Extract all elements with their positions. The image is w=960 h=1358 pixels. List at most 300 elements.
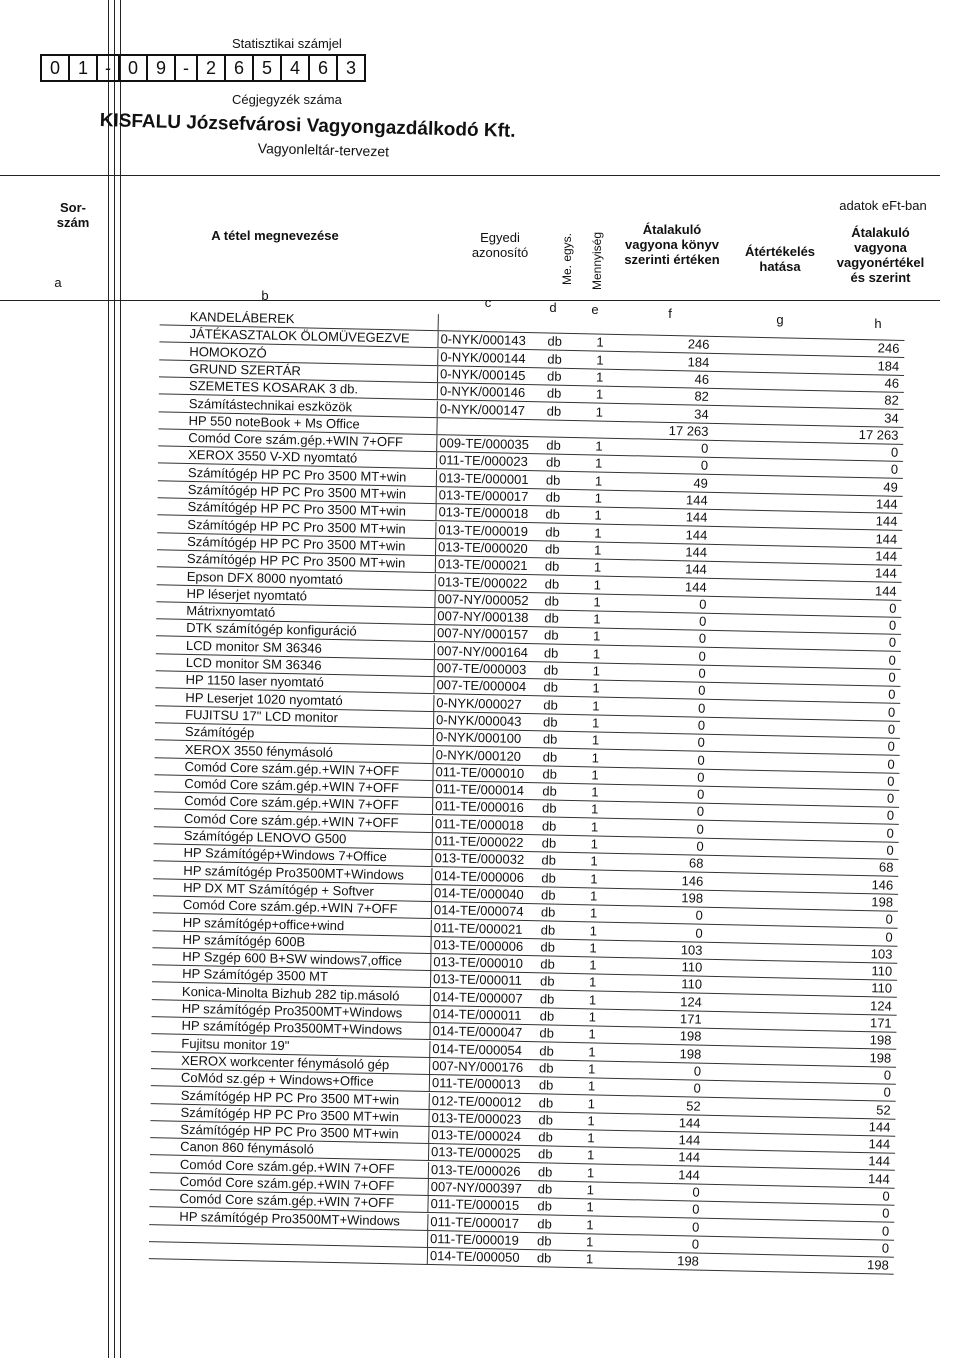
item-revalued-value: 82 <box>884 392 900 409</box>
item-revalued-value: 144 <box>874 582 897 599</box>
item-unit: db <box>547 351 562 367</box>
item-id: 013-TE/000021 <box>435 556 538 574</box>
item-name: HP számítógép Pro3500MT+Windows <box>179 1208 401 1228</box>
item-revalued-value: 0 <box>888 686 896 703</box>
item-revalued-value: 0 <box>885 929 893 945</box>
item-unit: db <box>540 904 556 920</box>
item-name: GRUND SZERTÁR <box>189 360 302 379</box>
digit-box: - <box>174 54 198 82</box>
item-revalued-value: 0 <box>887 738 896 754</box>
col-e-header: Mennyiség <box>590 231 604 290</box>
item-unit: db <box>537 1181 553 1197</box>
item-name: LCD monitor SM 36346 <box>185 637 322 656</box>
item-name: HP 1150 laser nyomtató <box>185 672 324 691</box>
item-id: 013-TE/000006 <box>430 937 533 955</box>
item-revalued-value: 198 <box>866 1257 890 1273</box>
col-letter-f: f <box>668 306 672 321</box>
item-name: Comód Core szám.gép.+WIN 7+OFF <box>179 1191 395 1211</box>
col-f-header: Átalakuló vagyona könyv szerinti értéken <box>624 222 720 267</box>
item-qty: 1 <box>594 455 603 472</box>
item-unit: db <box>546 437 561 453</box>
col-c-header: Egyedi azonosító <box>471 230 529 260</box>
col-letter-e: e <box>591 302 599 317</box>
item-book-value: 144 <box>685 492 708 508</box>
item-unit: db <box>543 627 559 644</box>
item-unit: db <box>536 1250 552 1266</box>
item-revalued-value: 0 <box>885 911 894 927</box>
item-id: 009-TE/000035 <box>436 435 539 453</box>
item-name: Comód Core szám.gép.+WIN 7+OFF <box>179 1173 395 1194</box>
col-letter-d: d <box>549 300 557 315</box>
item-book-value: 0 <box>695 925 703 941</box>
item-name: KANDELÁBEREK <box>189 308 295 327</box>
digit-box: - <box>96 54 120 82</box>
item-book-value <box>660 319 710 320</box>
item-name: Mátrixnyomtató <box>186 603 276 620</box>
item-qty: 1 <box>586 1164 595 1181</box>
item-id: 011-TE/000022 <box>432 833 535 851</box>
item-book-value: 0 <box>693 1063 702 1079</box>
item-qty: 1 <box>590 819 599 835</box>
item-revalued-value: 198 <box>869 1049 892 1066</box>
digit-box: 5 <box>252 54 282 82</box>
col-h-header: Átalakuló vagyona vagyonértékel és szerint <box>836 225 925 285</box>
item-revalued-value: 110 <box>871 980 893 997</box>
item-name: XEROX workcenter fénymásoló gép <box>181 1052 390 1073</box>
item-qty: 1 <box>595 438 603 454</box>
item-unit: db <box>546 385 562 401</box>
item-unit: db <box>537 1198 553 1214</box>
item-revalued-value: 0 <box>890 462 899 478</box>
item-book-value: 0 <box>698 648 707 664</box>
item-book-value: 0 <box>692 1184 700 1200</box>
item-book-value: 17 263 <box>668 422 709 439</box>
item-name: HP Számítógép 3500 MT <box>182 966 329 985</box>
col-letter-a: a <box>54 275 62 290</box>
item-unit: db <box>540 939 556 955</box>
digit-box: 6 <box>308 54 338 82</box>
item-unit: db <box>541 800 557 817</box>
item-book-value: 0 <box>698 613 707 629</box>
item-id: 013-TE/000019 <box>435 522 538 540</box>
item-book-value: 198 <box>679 1045 702 1062</box>
item-id: 013-TE/000026 <box>428 1162 531 1180</box>
item-name: Comód Core szám.gép.+WIN 7+OFF <box>183 810 399 831</box>
item-revalued-value: 184 <box>877 357 900 374</box>
item-book-value: 198 <box>681 890 704 906</box>
item-name: Comód Core szám.gép.+WIN 7+OFF <box>184 775 400 796</box>
item-revalued-value: 144 <box>868 1118 891 1135</box>
item-id: 011-TE/000016 <box>432 798 535 816</box>
item-revalued-value: 144 <box>875 548 898 564</box>
item-name: Számítógép HP PC Pro 3500 MT+win <box>187 499 407 519</box>
item-id: 007-TE/000003 <box>434 660 537 678</box>
item-revalued-value: 0 <box>888 669 896 685</box>
item-qty: 1 <box>592 628 601 644</box>
item-id: 013-TE/000001 <box>436 470 539 488</box>
item-id: 012-TE/000012 <box>429 1092 532 1110</box>
item-book-value: 68 <box>688 855 704 872</box>
item-id: 0-NYK/000100 <box>433 729 536 747</box>
item-unit: db <box>539 1042 554 1059</box>
item-book-value: 0 <box>700 440 709 456</box>
item-qty: 1 <box>586 1199 594 1215</box>
item-revalued-value: 0 <box>882 1188 890 1204</box>
item-name: HP léserjet nyomtató <box>186 585 308 604</box>
item-book-value: 146 <box>681 872 704 889</box>
item-unit: db <box>543 679 559 695</box>
item-id: 0-NYK/000144 <box>437 349 540 367</box>
item-qty: 1 <box>594 473 603 489</box>
item-book-value: 0 <box>700 458 709 474</box>
item-name: Comód Core szám.gép.+WIN 7+OFF <box>188 430 404 450</box>
item-book-value: 144 <box>685 561 708 577</box>
item-qty: 1 <box>590 853 598 869</box>
col-letter-b: b <box>261 288 269 303</box>
item-book-value: 0 <box>698 631 707 647</box>
item-qty: 1 <box>589 922 598 939</box>
item-revalued-value: 0 <box>887 721 896 737</box>
digit-box: 1 <box>68 54 98 82</box>
item-book-value: 171 <box>679 1011 702 1027</box>
item-book-value: 110 <box>681 976 703 993</box>
item-revalued-value: 0 <box>888 652 897 668</box>
company-name: KISFALU Józsefvárosi Vagyongazdálkodó Kft. <box>99 110 516 142</box>
item-name: HP számítógép Pro3500MT+Windows <box>183 862 405 883</box>
item-book-value: 0 <box>696 786 705 802</box>
item-id: 0-NYK/000120 <box>433 747 536 765</box>
digit-box: 6 <box>224 54 254 82</box>
item-unit: db <box>541 818 557 834</box>
item-id: 014-TE/000054 <box>429 1041 532 1059</box>
item-name: Számítógép HP PC Pro 3500 MT+win <box>180 1121 399 1142</box>
item-qty: 1 <box>587 1113 595 1129</box>
item-id: 011-TE/000018 <box>432 816 535 834</box>
item-revalued-value: 49 <box>883 479 899 495</box>
item-id: 013-TE/000025 <box>428 1144 531 1162</box>
item-revalued-value: 68 <box>878 859 894 876</box>
item-book-value: 0 <box>695 907 704 923</box>
item-book-value: 144 <box>685 509 708 526</box>
item-unit: db <box>538 1077 554 1093</box>
item-qty: 1 <box>593 594 601 610</box>
item-name: HP számítógép Pro3500MT+Windows <box>181 1000 403 1021</box>
item-revalued-value: 198 <box>869 1032 892 1048</box>
item-id: 013-TE/000017 <box>436 487 539 505</box>
item-revalued-value: 144 <box>868 1136 891 1152</box>
item-name: Számítógép HP PC Pro 3500 MT+win <box>187 533 406 554</box>
item-revalued-value: 0 <box>883 1084 892 1100</box>
item-revalued-value: 144 <box>868 1153 891 1170</box>
item-book-value: 0 <box>693 1080 702 1096</box>
item-revalued-value: 144 <box>875 513 898 530</box>
item-id: 014-TE/000047 <box>429 1023 532 1041</box>
item-qty: 1 <box>591 715 600 731</box>
item-revalued-value <box>840 323 900 324</box>
item-unit: db <box>542 714 558 730</box>
item-unit: db <box>541 869 556 886</box>
item-revalued-value: 0 <box>889 600 897 616</box>
item-unit: db <box>545 489 561 505</box>
item-name: Számítógép HP PC Pro 3500 MT+win <box>180 1104 400 1125</box>
item-unit: db <box>536 1233 552 1249</box>
item-unit: db <box>540 956 555 972</box>
item-book-value: 82 <box>694 388 710 405</box>
item-book-value: 0 <box>697 752 705 768</box>
item-unit: db <box>540 887 556 903</box>
item-book-value: 0 <box>692 1201 700 1217</box>
item-unit: db <box>542 783 557 799</box>
item-qty: 1 <box>593 611 601 627</box>
item-id: 011-TE/000014 <box>432 781 535 799</box>
item-qty: 1 <box>592 680 600 696</box>
item-unit: db <box>542 731 558 747</box>
item-qty: 1 <box>594 507 602 523</box>
item-unit: db <box>538 1094 554 1111</box>
item-name: XEROX 3550 fénymásoló <box>184 741 334 760</box>
item-unit: db <box>545 524 560 540</box>
item-name: HP DX MT Számítógép + Softver <box>183 879 374 899</box>
item-book-value: 124 <box>680 993 703 1010</box>
item-book-value: 0 <box>697 700 706 716</box>
item-qty: 1 <box>590 801 599 817</box>
item-unit: db <box>543 645 559 661</box>
item-qty: 1 <box>588 1026 596 1042</box>
digit-box: 0 <box>118 54 148 82</box>
item-revalued-value: 124 <box>869 997 893 1014</box>
item-qty: 1 <box>595 386 604 402</box>
item-name: HP számítógép+office+wind <box>182 914 345 933</box>
item-id <box>438 314 541 332</box>
item-revalued-value: 0 <box>888 617 897 633</box>
item-unit: db <box>540 921 556 938</box>
digit-box: 2 <box>196 54 226 82</box>
item-revalued-value: 0 <box>887 773 895 789</box>
item-unit: db <box>544 575 560 592</box>
item-id: 013-TE/000020 <box>435 539 538 557</box>
item-id: 011-TE/000019 <box>427 1231 530 1249</box>
item-name: CoMód sz.gép + Windows+Office <box>180 1069 374 1090</box>
item-id: 014-TE/000006 <box>431 868 534 886</box>
item-unit: db <box>545 506 561 523</box>
item-name: SZEMETES KOSARAK 3 db. <box>188 378 359 397</box>
item-book-value: 0 <box>697 769 705 785</box>
item-book-value: 46 <box>694 371 710 387</box>
item-book-value: 0 <box>691 1236 700 1252</box>
item-id: 013-TE/000018 <box>435 504 538 522</box>
item-name: Konica-Minolta Bizhub 282 tip.másoló <box>181 983 400 1004</box>
col-a-header: Sor- szám <box>56 200 90 230</box>
item-id <box>436 418 539 436</box>
item-revalued-value: 34 <box>884 410 899 426</box>
item-qty: 1 <box>594 490 603 506</box>
item-id: 011-TE/000017 <box>427 1214 530 1232</box>
item-revalued-value: 0 <box>886 790 895 806</box>
item-qty: 1 <box>589 940 597 956</box>
item-qty: 1 <box>592 646 601 662</box>
item-revalued-value: 0 <box>887 756 895 772</box>
item-id: 011-TE/000021 <box>431 920 534 938</box>
item-revalued-value: 171 <box>869 1015 892 1031</box>
item-id: 011-TE/000013 <box>429 1075 532 1093</box>
item-id: 014-TE/000050 <box>427 1248 530 1266</box>
item-unit: db <box>541 852 557 868</box>
item-name: FUJITSU 17" LCD monitor <box>185 706 339 725</box>
item-qty: 1 <box>586 1182 595 1198</box>
item-revalued-value: 52 <box>876 1101 891 1118</box>
item-qty: 1 <box>592 698 600 714</box>
item-id: 007-NY/000157 <box>434 625 537 643</box>
item-name: Comód Core szám.gép.+WIN 7+OFF <box>179 1156 395 1176</box>
item-id: 014-TE/000011 <box>430 1006 533 1024</box>
stat-label: Statisztikai számjel <box>232 36 342 51</box>
item-unit: db <box>544 541 560 557</box>
item-unit: db <box>547 333 563 350</box>
item-revalued-value: 0 <box>890 444 899 460</box>
item-book-value: 144 <box>684 578 707 595</box>
document-subtitle: Vagyonleltár-tervezet <box>257 140 390 160</box>
item-unit: db <box>538 1129 553 1145</box>
item-qty: 1 <box>589 888 598 904</box>
item-revalued-value: 103 <box>870 946 893 962</box>
item-qty: 1 <box>596 334 604 350</box>
item-book-value: 0 <box>698 682 706 699</box>
item-qty: 1 <box>585 1234 594 1250</box>
item-id: 0-NYK/000146 <box>437 383 540 401</box>
col-b-header: A tétel megnevezése <box>211 228 339 243</box>
item-unit: db <box>545 454 561 471</box>
item-name: HP Számítógép+Windows 7+Office <box>183 845 388 865</box>
item-unit: db <box>542 766 558 782</box>
digit-box: 4 <box>280 54 310 82</box>
item-book-value: 144 <box>685 526 708 543</box>
item-name: Számítástechnikai eszközök <box>188 395 353 414</box>
item-qty: 1 <box>592 663 601 679</box>
item-name: JÁTÉKASZTALOK ÖLOMÜVEGEZVE <box>189 326 410 346</box>
col-letter-c: c <box>484 295 492 310</box>
item-unit: db <box>538 1112 554 1128</box>
item-revalued-value: 0 <box>883 1067 892 1083</box>
item-unit: db <box>544 593 560 609</box>
item-name: LCD monitor SM 36346 <box>185 654 322 673</box>
item-unit: db <box>537 1146 553 1162</box>
item-id: 011-TE/000015 <box>427 1196 530 1214</box>
item-qty: 1 <box>591 784 599 800</box>
item-revalued-value: 110 <box>871 963 893 979</box>
item-revalued-value: 0 <box>886 807 895 824</box>
item-qty: 1 <box>593 559 602 575</box>
item-revalued-value: 0 <box>881 1240 890 1256</box>
item-revalued-value: 246 <box>877 340 900 357</box>
item-id: 013-TE/000023 <box>428 1110 531 1128</box>
item-revalued-value: 17 263 <box>858 426 899 443</box>
item-revalued-value: 0 <box>886 842 894 858</box>
item-name: HOMOKOZÓ <box>189 343 267 361</box>
item-revalued-value: 46 <box>884 375 900 391</box>
item-qty: 1 <box>590 870 598 887</box>
item-unit: db <box>543 696 558 713</box>
item-book-value: 198 <box>677 1253 700 1269</box>
digit-box: 0 <box>40 54 70 82</box>
item-qty: 1 <box>586 1216 594 1233</box>
item-revalued-value: 0 <box>882 1205 890 1221</box>
item-name: Canon 860 fénymásoló <box>180 1139 315 1157</box>
item-revalued-value: 146 <box>871 876 894 893</box>
item-unit: db <box>539 1025 555 1041</box>
item-revalued-value: 0 <box>886 825 895 841</box>
item-name: Comód Core szám.gép.+WIN 7+OFF <box>184 758 400 779</box>
item-unit: db <box>543 662 559 678</box>
item-unit: db <box>544 558 560 574</box>
item-book-value: 144 <box>685 544 708 560</box>
item-book-value: 110 <box>681 959 703 975</box>
item-id: 014-TE/000007 <box>430 989 533 1007</box>
item-unit: db <box>542 748 558 765</box>
item-unit: db <box>537 1215 552 1232</box>
item-book-value: 49 <box>693 475 709 491</box>
item-qty: 1 <box>587 1095 596 1111</box>
item-qty: 1 <box>588 992 597 1008</box>
item-id: 007-NY/000138 <box>434 608 537 626</box>
item-unit: db <box>546 368 562 384</box>
item-book-value: 0 <box>697 734 706 750</box>
item-qty: 1 <box>587 1078 596 1094</box>
item-revalued-value: 144 <box>875 496 898 512</box>
item-qty: 1 <box>591 767 599 783</box>
item-id: 013-TE/000010 <box>430 954 533 972</box>
item-id: 007-NY/000397 <box>428 1179 531 1197</box>
reg-label: Cégjegyzék száma <box>232 92 342 107</box>
item-book-value: 144 <box>678 1166 701 1183</box>
item-qty: 1 <box>587 1061 596 1077</box>
item-unit: db <box>539 973 555 990</box>
item-qty: 1 <box>585 1251 594 1267</box>
col-g-header: Átértékelés hatása <box>744 244 816 274</box>
item-id: 013-TE/000024 <box>428 1127 531 1145</box>
item-id: 014-TE/000074 <box>431 902 534 920</box>
item-id: 0-NYK/000143 <box>437 331 540 349</box>
item-book-value: 184 <box>687 353 710 370</box>
item-unit: db <box>544 610 559 626</box>
item-name: Számítógép HP PC Pro 3500 MT+win <box>187 516 406 537</box>
item-qty: 1 <box>587 1130 595 1146</box>
item-qty: 1 <box>591 732 600 748</box>
item-book-value: 198 <box>679 1028 702 1044</box>
item-qty: 1 <box>593 542 602 558</box>
item-book-value: 0 <box>698 665 706 681</box>
item-name: HP Szgép 600 B+SW windows7,office <box>182 948 403 969</box>
item-qty: 1 <box>596 352 604 368</box>
item-book-value: 144 <box>678 1149 701 1166</box>
item-qty: 1 <box>589 905 598 921</box>
item-qty: 1 <box>590 836 599 852</box>
item-unit: db <box>537 1163 553 1180</box>
item-id: 007-TE/000004 <box>433 677 536 695</box>
item-revalued-value: 0 <box>887 704 896 720</box>
item-book-value: 144 <box>678 1132 701 1148</box>
item-id: 0-NYK/000043 <box>433 712 536 730</box>
item-id: 007-NY/000176 <box>429 1058 532 1076</box>
item-qty: 1 <box>589 957 597 973</box>
item-revalued-value: 144 <box>867 1170 891 1187</box>
item-qty: 1 <box>595 403 604 420</box>
item-name: Számítógép HP PC Pro 3500 MT+win <box>187 464 407 485</box>
item-book-value: 246 <box>687 336 710 353</box>
item-book-value: 0 <box>697 717 706 733</box>
item-id: 0-NYK/000147 <box>437 401 540 419</box>
item-name: HP 550 noteBook + Ms Office <box>188 412 360 432</box>
item-name: Epson DFX 8000 nyomtató <box>186 568 344 587</box>
